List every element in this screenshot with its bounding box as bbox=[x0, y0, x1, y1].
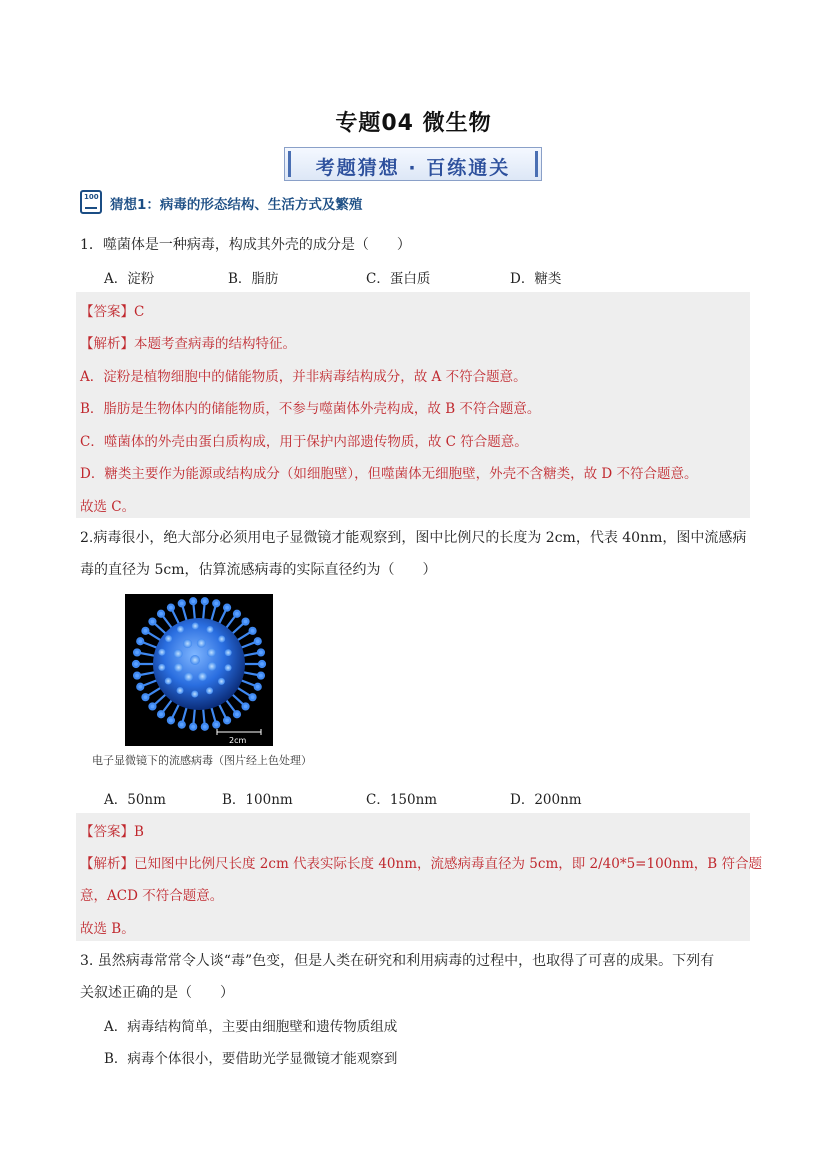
virus-spike-tip bbox=[134, 649, 140, 655]
virus-surface-bump bbox=[218, 635, 225, 642]
virus-spike-tip bbox=[250, 694, 256, 700]
virus-spike-tip bbox=[258, 673, 264, 679]
virus-spike-tip bbox=[213, 600, 219, 606]
virus-surface-bump bbox=[165, 678, 172, 685]
virus-spike-tip bbox=[133, 661, 139, 667]
virus-spike-tip bbox=[213, 722, 219, 728]
virus-surface-bump bbox=[174, 663, 183, 672]
virus-spike-tip bbox=[190, 724, 196, 730]
virus-spike-tip bbox=[259, 661, 265, 667]
virus-spike-tip bbox=[224, 717, 230, 723]
virus-spike-tip bbox=[234, 711, 240, 717]
q3-option-a: A．病毒结构简单，主要由细胞壁和遗传物质组成 bbox=[104, 1019, 398, 1035]
q2-conclusion: 故选 B。 bbox=[80, 921, 135, 937]
virus-spike-tip bbox=[243, 703, 249, 709]
question-3-stem-line-1: 3. 虽然病毒常常令人谈“毒”色变，但是人类在研究和利用病毒的过程中，也取得了可喜的成果。下列有 bbox=[80, 953, 715, 969]
virus-surface-bump bbox=[206, 687, 213, 694]
virus-surface-bump bbox=[207, 662, 216, 671]
virus-spike-tip bbox=[255, 684, 261, 690]
question-1-stem: 1．噬菌体是一种病毒，构成其外壳的成分是（ ） bbox=[80, 237, 411, 253]
virus-spike-tip bbox=[202, 724, 208, 730]
virus-spike-tip bbox=[255, 638, 261, 644]
virus-surface-bump bbox=[206, 626, 213, 633]
virus-spike-tip bbox=[149, 619, 155, 625]
virus-spike-tip bbox=[224, 605, 230, 611]
virus-surface-bump bbox=[198, 672, 207, 681]
virus-surface-bump bbox=[177, 687, 184, 694]
question-2-stem-line-1: 2.病毒很小，绝大部分必须用电子显微镜才能观察到，图中比例尺的长度为 2cm，代表 40nm，图中流感病 bbox=[80, 530, 747, 546]
virus-surface-bump bbox=[177, 626, 184, 633]
q1-answer: 【答案】C bbox=[80, 304, 145, 320]
virus-spike-tip bbox=[168, 605, 174, 611]
virus-surface-bump bbox=[183, 639, 192, 648]
virus-surface-bump bbox=[218, 678, 225, 685]
virus-surface-bump bbox=[207, 648, 216, 657]
virus-spike-tip bbox=[158, 711, 164, 717]
q1-option-c: C．蛋白质 bbox=[366, 271, 431, 287]
q1-analysis-line-d: D．糖类主要作为能源或结构成分（如细胞壁），但噬菌体无细胞壁，外壳不含糖类，故 D 不符合题意。 bbox=[80, 466, 698, 482]
q1-analysis-line-c: C．噬菌体的外壳由蛋白质构成，用于保护内部遗传物质，故 C 符合题意。 bbox=[80, 434, 528, 450]
q1-option-b: B．脂肪 bbox=[228, 271, 279, 287]
section-banner bbox=[284, 147, 542, 181]
q2-option-c: C．150nm bbox=[366, 792, 438, 808]
virus-surface-bump bbox=[184, 672, 193, 681]
virus-surface-bump bbox=[158, 664, 165, 671]
q2-option-b: B．100nm bbox=[222, 792, 293, 808]
q2-answer: 【答案】B bbox=[80, 824, 144, 840]
q2-analysis-line-1: 【解析】已知图中比例尺长度 2cm 代表实际长度 40nm，流感病毒直径为 5cm，即 2/40*5=100nm，B 符合题 bbox=[80, 856, 762, 872]
q1-analysis-line-b: B．脂肪是生物体内的储能物质，不参与噬菌体外壳构成，故 B 不符合题意。 bbox=[80, 401, 541, 417]
virus-surface-bump bbox=[225, 649, 232, 656]
virus-spike-tip bbox=[142, 628, 148, 634]
virus-spike-tip bbox=[258, 649, 264, 655]
exam-score-icon: 100 bbox=[80, 190, 102, 214]
virus-spike-tip bbox=[179, 722, 185, 728]
virus-spike-tip bbox=[149, 703, 155, 709]
virus-surface-bump bbox=[190, 655, 200, 665]
guess-label: 猜想1：病毒的形态结构、生活方式及繁殖 bbox=[110, 197, 363, 213]
virus-surface-bump bbox=[158, 649, 165, 656]
q2-answer-box bbox=[76, 813, 750, 941]
q1-option-d: D．糖类 bbox=[510, 271, 562, 287]
q1-conclusion: 故选 C。 bbox=[80, 499, 136, 515]
question-3-stem-line-2: 关叙述正确的是（ ） bbox=[80, 985, 234, 1001]
virus-spike-tip bbox=[190, 598, 196, 604]
scale-bar-label: 2cm bbox=[229, 736, 247, 745]
virus-spike-tip bbox=[243, 619, 249, 625]
virus-surface-bump bbox=[225, 664, 232, 671]
page-title: 专题04 微生物 bbox=[335, 111, 492, 136]
virus-spike-tip bbox=[134, 673, 140, 679]
influenza-virus-illustration bbox=[125, 594, 273, 746]
virus-spike-tip bbox=[137, 684, 143, 690]
q1-analysis-line-a: A．淀粉是植物细胞中的储能物质，并非病毒结构成分，故 A 不符合题意。 bbox=[80, 369, 527, 385]
virus-surface-bump bbox=[165, 635, 172, 642]
virus-surface-bump bbox=[174, 649, 183, 658]
virus-spike-tip bbox=[168, 717, 174, 723]
q2-option-d: D．200nm bbox=[510, 792, 582, 808]
virus-image bbox=[125, 594, 273, 746]
virus-spike-tip bbox=[179, 600, 185, 606]
virus-spike-tip bbox=[234, 611, 240, 617]
banner-text: 考题猜想 · 百练通关 bbox=[315, 157, 511, 179]
virus-spike-tip bbox=[202, 598, 208, 604]
q3-option-b: B．病毒个体很小，要借助光学显微镜才能观察到 bbox=[104, 1051, 398, 1067]
virus-spike-tip bbox=[158, 611, 164, 617]
virus-surface-bump bbox=[192, 623, 199, 630]
q2-option-a: A．50nm bbox=[104, 792, 166, 808]
virus-spike-tip bbox=[137, 638, 143, 644]
image-caption: 电子显微镜下的流感病毒（图片经上色处理） bbox=[92, 754, 312, 767]
q1-option-a: A．淀粉 bbox=[104, 271, 155, 287]
q2-analysis-line-2: 意，ACD 不符合题意。 bbox=[80, 888, 224, 904]
virus-surface-bump bbox=[197, 639, 206, 648]
q1-analysis: 【解析】本题考查病毒的结构特征。 bbox=[80, 336, 296, 352]
virus-spike-tip bbox=[142, 694, 148, 700]
virus-spike-tip bbox=[250, 628, 256, 634]
question-2-stem-line-2: 毒的直径为 5cm，估算流感病毒的实际直径约为（ ） bbox=[80, 562, 437, 578]
virus-surface-bump bbox=[191, 690, 198, 697]
